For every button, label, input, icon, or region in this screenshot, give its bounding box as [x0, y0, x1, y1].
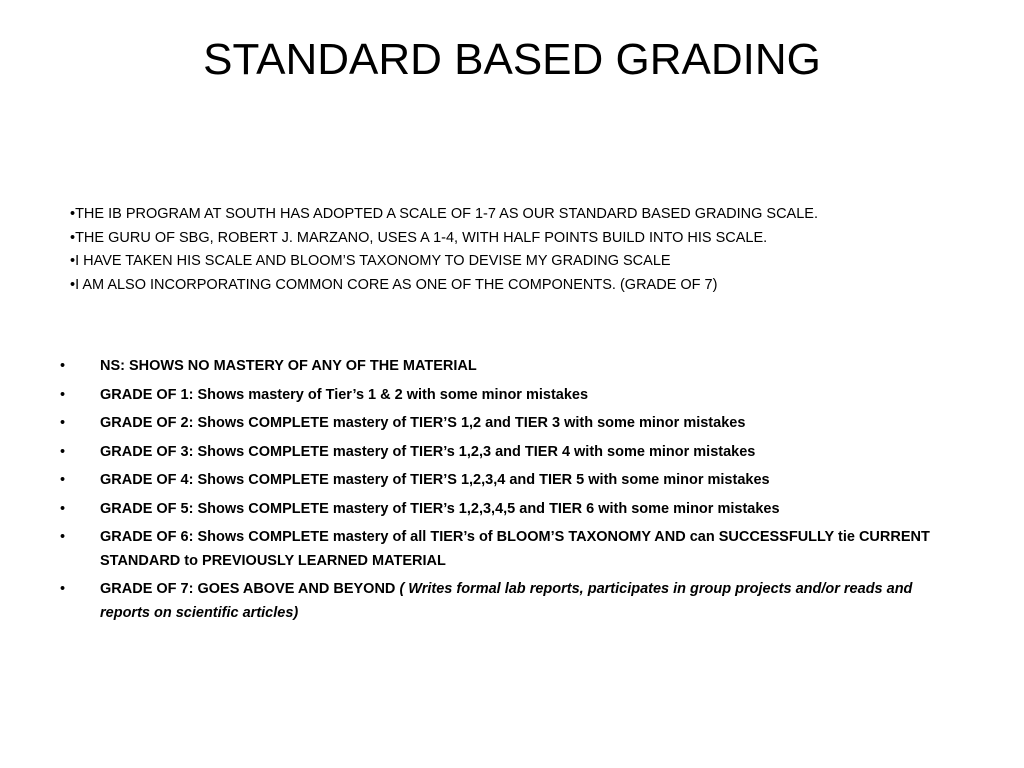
grade-item-4	[60, 469, 950, 493]
intro-text: THE GURU OF SBG, ROBERT J. MARZANO, USES A 1-4, WITH HALF POINTS BUILD INTO HIS SCALE.	[75, 229, 768, 246]
intro-text: I HAVE TAKEN HIS SCALE AND BLOOM’S TAXONOMY TO DEVISE MY GRADING SCALE	[75, 253, 671, 269]
grade-item-3	[60, 441, 950, 465]
bullet: •	[70, 276, 76, 293]
bullet: •	[60, 472, 66, 488]
grade-item-5	[60, 498, 950, 522]
grade-item-6	[60, 526, 950, 573]
grade-note: ( Writes formal lab reports, participates in group projects and/or reads and reports on scientific articles)	[100, 581, 913, 621]
grade-item-1	[60, 384, 950, 408]
intro-item	[70, 227, 970, 251]
slide-title: STANDARD BASED GRADING	[203, 35, 821, 84]
grade-item-7	[60, 578, 950, 625]
grade-list	[60, 355, 950, 630]
bullet: •	[60, 386, 66, 403]
bullet: •	[70, 253, 76, 269]
bullet: •	[60, 581, 66, 597]
grade-text: GRADE OF 1: Shows mastery of Tier’s 1 & 2 with some minor mistakes	[100, 386, 589, 403]
bullet: •	[60, 415, 66, 431]
grade-text: GRADE OF 2: Shows COMPLETE mastery of TIER’S 1,2 and TIER 3 with some minor mistakes	[100, 415, 746, 431]
bullet: •	[60, 529, 66, 545]
intro-text: I AM ALSO INCORPORATING COMMON CORE AS ONE OF THE COMPONENTS. (GRADE OF 7)	[75, 276, 718, 293]
grade-text: GRADE OF 5: Shows COMPLETE mastery of TIER’s 1,2,3,4,5 and TIER 6 with some minor mistakes	[100, 500, 780, 517]
bullet: •	[70, 229, 76, 246]
intro-item	[70, 203, 970, 227]
grade-text: NS: SHOWS NO MASTERY OF ANY OF THE MATERIAL	[100, 358, 477, 374]
intro-item	[70, 250, 970, 274]
grade-item-2	[60, 412, 950, 436]
bullet: •	[60, 500, 66, 517]
intro-text: THE IB PROGRAM AT SOUTH HAS ADOPTED A SCALE OF 1-7 AS OUR STANDARD BASED GRADING SCALE.	[75, 206, 818, 222]
grade-text: GRADE OF 7: GOES ABOVE AND BEYOND	[100, 581, 400, 597]
grade-item-ns	[60, 355, 950, 379]
bullet: •	[60, 443, 66, 460]
grade-text: GRADE OF 6: Shows COMPLETE mastery of all TIER’s of BLOOM’S TAXONOMY AND can SUCCESSFULLY tie CURRENT STANDARD to PREVIOUSLY LEARNED MATERIAL	[100, 529, 930, 569]
intro-item	[70, 274, 970, 298]
grade-text: GRADE OF 4: Shows COMPLETE mastery of TIER’S 1,2,3,4 and TIER 5 with some minor mistakes	[100, 472, 770, 488]
bullet: •	[70, 206, 76, 222]
grade-text: GRADE OF 3: Shows COMPLETE mastery of TIER’s 1,2,3 and TIER 4 with some minor mistakes	[100, 443, 756, 460]
intro-list	[70, 203, 970, 297]
bullet: •	[60, 358, 66, 374]
